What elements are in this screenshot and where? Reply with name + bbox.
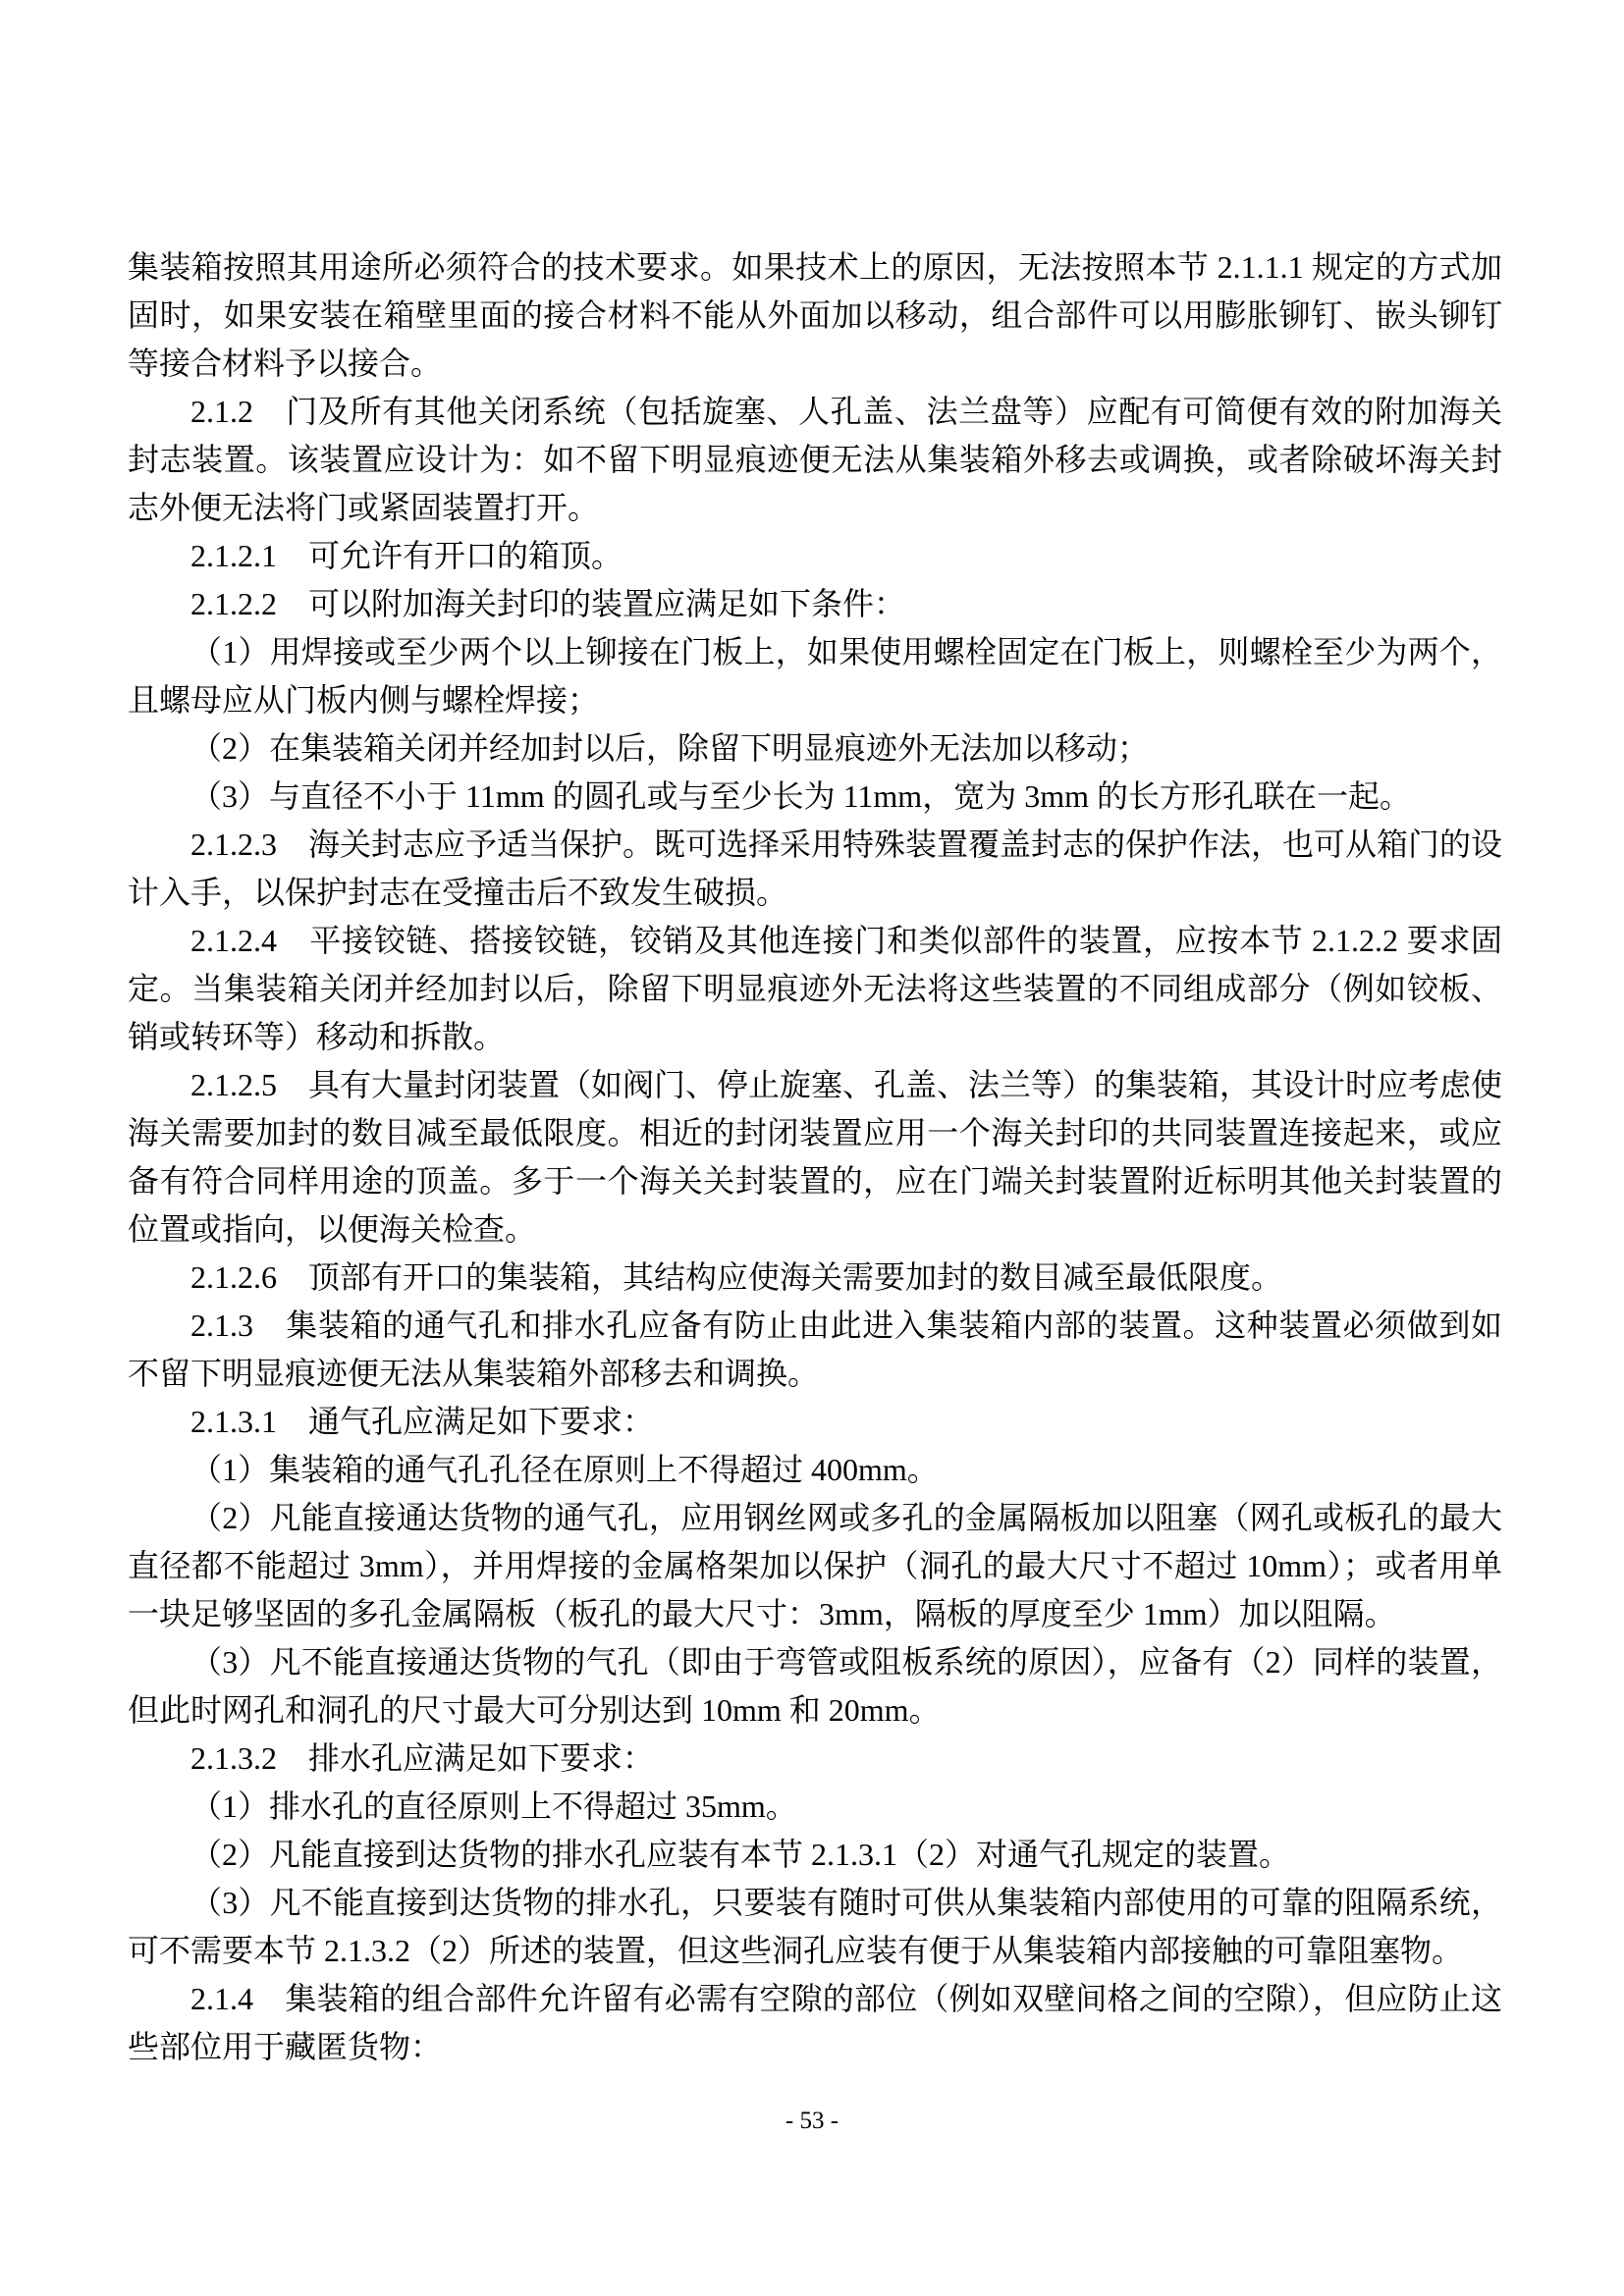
list-item-2-1-2-2-3: （3）与直径不小于 11mm 的圆孔或与至少长为 11mm，宽为 3mm 的长方形孔联在一起。 xyxy=(190,778,1411,814)
list-item-2-1-3-1-1: （1）集装箱的通气孔孔径在原则上不得超过 400mm。 xyxy=(190,1452,939,1487)
paragraph-2-1-2-4: 2.1.2.4 平接铰链、搭接铰链，铰销及其他连接门和类似部件的装置，应按本节 2.1.2.2 要求固定。当集装箱关闭并经加封以后，除留下明显痕迹外无法将这些装置的不同组成部分（例如铰板、销或转环等）移动和拆散。 xyxy=(128,923,1502,1054)
paragraph-2-1-2: 2.1.2 门及所有其他关闭系统（包括旋塞、人孔盖、法兰盘等）应配有可简便有效的附加海关封志装置。该装置应设计为：如不留下明显痕迹便无法从集装箱外移去或调换，或者除破坏海关封志外便无法将门或紧固装置打开。 xyxy=(128,394,1502,525)
paragraph-2-1-2-5: 2.1.2.5 具有大量封闭装置（如阀门、停止旋塞、孔盖、法兰等）的集装箱，其设计时应考虑使海关需要加封的数目减至最低限度。相近的封闭装置应用一个海关封印的共同装置连接起来，或应备有符合同样用途的顶盖。多于一个海关关封装置的，应在门端关封装置附近标明其他关封装置的位置或指向，以便海关检查。 xyxy=(128,1067,1503,1247)
paragraph-2-1-3-2: 2.1.3.2 排水孔应满足如下要求： xyxy=(190,1740,655,1776)
paragraph-2-1-3-1: 2.1.3.1 通气孔应满足如下要求： xyxy=(190,1404,655,1439)
list-item-2-1-3-1-3: （3）凡不能直接通达货物的气孔（即由于弯管或阻板系统的原因），应备有（2）同样的装置，但此时网孔和洞孔的尺寸最大可分别达到 10mm 和 20mm。 xyxy=(128,1644,1502,1728)
paragraph-2-1-4: 2.1.4 集装箱的组合部件允许留有必需有空隙的部位（例如双壁间格之间的空隙），但应防止这些部位用于藏匿货物： xyxy=(128,1981,1502,2064)
paragraph-2-1-2-1: 2.1.2.1 可允许有开口的箱顶。 xyxy=(190,538,623,573)
list-item-2-1-3-1-2: （2）凡能直接通达货物的通气孔，应用钢丝网或多孔的金属隔板加以阻塞（网孔或板孔的最大直径都不能超过 3mm），并用焊接的金属格架加以保护（洞孔的最大尺寸不超过 10mm）；或者用单一块足够坚固的多孔金属隔板（板孔的最大尺寸：3mm，隔板的厚度至少 1mm）加以阻隔。 xyxy=(128,1500,1502,1631)
list-item-2-1-3-2-2: （2）凡能直接到达货物的排水孔应装有本节 2.1.3.1（2）对通气孔规定的装置。 xyxy=(190,1837,1291,1872)
paragraph-2-1-2-2: 2.1.2.2 可以附加海关封印的装置应满足如下条件： xyxy=(190,586,906,621)
paragraph-2-1-2-6: 2.1.2.6 顶部有开口的集装箱，其结构应使海关需要加封的数目减至最低限度。 xyxy=(190,1259,1283,1295)
list-item-2-1-3-2-3: （3）凡不能直接到达货物的排水孔，只要装有随时可供从集装箱内部使用的可靠的阻隔系统，可不需要本节 2.1.3.2（2）所述的装置，但这些洞孔应装有便于从集装箱内部接触的可靠阻塞物。 xyxy=(128,1885,1502,1968)
list-item-2-1-3-2-1: （1）排水孔的直径原则上不得超过 35mm。 xyxy=(190,1789,797,1824)
page-number: - 53 - xyxy=(785,2108,839,2134)
list-item-2-1-2-2-1: （1）用焊接或至少两个以上铆接在门板上，如果使用螺栓固定在门板上，则螺栓至少为两个，且螺母应从门板内侧与螺栓焊接； xyxy=(128,634,1502,718)
list-item-2-1-2-2-2: （2）在集装箱关闭并经加封以后，除留下明显痕迹外无法加以移动； xyxy=(190,730,1150,766)
paragraph-2-1-3: 2.1.3 集装箱的通气孔和排水孔应备有防止由此进入集装箱内部的装置。这种装置必须做到如不留下明显痕迹便无法从集装箱外部移去和调换。 xyxy=(128,1308,1502,1391)
document-body xyxy=(128,243,1502,2071)
paragraph-continuation: 集装箱按照其用途所必须符合的技术要求。如果技术上的原因，无法按照本节 2.1.1.1 规定的方式加固时，如果安装在箱壁里面的接合材料不能从外面加以移动，组合部件可以用膨胀铆钉、嵌头铆钉等接合材料予以接合。 xyxy=(128,249,1502,381)
paragraph-2-1-2-3: 2.1.2.3 海关封志应予适当保护。既可选择采用特殊装置覆盖封志的保护作法，也可从箱门的设计入手，以保护封志在受撞击后不致发生破损。 xyxy=(128,827,1503,910)
